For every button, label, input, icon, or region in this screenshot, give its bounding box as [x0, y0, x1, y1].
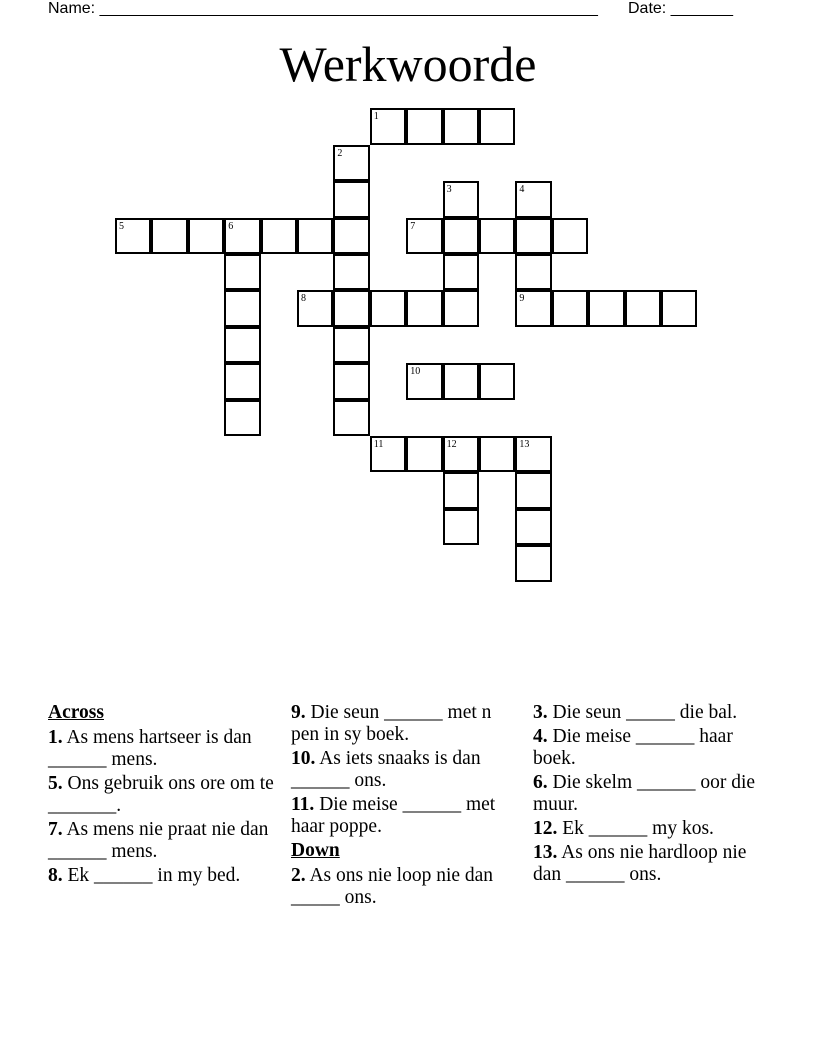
grid-cell[interactable] [443, 290, 479, 326]
grid-cell[interactable] [443, 472, 479, 508]
grid-cell[interactable] [515, 254, 551, 290]
grid-cell[interactable] [333, 218, 369, 254]
clues-column-2 [291, 702, 519, 911]
clue-number: 7 [410, 220, 416, 232]
page-title: Werkwoorde [279, 36, 537, 92]
grid-cell[interactable] [370, 436, 406, 472]
grid-cell[interactable] [515, 218, 551, 254]
grid-cell[interactable] [443, 436, 479, 472]
clue-item [533, 772, 761, 816]
grid-cell[interactable] [625, 290, 661, 326]
clue-number-label: 11. [291, 794, 315, 815]
grid-cell[interactable] [151, 218, 187, 254]
clue-number: 11 [373, 439, 384, 450]
grid-cell[interactable] [297, 218, 333, 254]
date-line[interactable]: Date: _______ [628, 0, 733, 17]
clue-text: As iets snaaks is dan ______ ons. [291, 748, 481, 791]
grid-cell[interactable] [224, 363, 260, 399]
clue-item [48, 727, 276, 771]
grid-cell[interactable] [552, 290, 588, 326]
grid-cell[interactable] [115, 218, 151, 254]
clue-item [291, 794, 519, 838]
clues-column-1 [48, 702, 276, 889]
clue-text: Die meise ______ haar boek. [533, 726, 733, 769]
clue-item [48, 819, 276, 863]
clue-number: 8 [301, 293, 306, 305]
grid-cell[interactable] [333, 327, 369, 363]
grid-cell[interactable] [443, 181, 479, 217]
clue-text: Die skelm ______ oor die muur. [533, 772, 756, 815]
clue-number-label: 13. [533, 842, 558, 863]
grid-cell[interactable] [479, 108, 515, 144]
grid-cell[interactable] [333, 254, 369, 290]
grid-cell[interactable] [443, 254, 479, 290]
clue-item [291, 702, 519, 746]
clue-number-label: 6. [533, 772, 548, 793]
clue-number-label: 8. [48, 865, 63, 886]
clue-number: 5 [119, 220, 124, 232]
clue-text: Ek ______ my kos. [562, 818, 714, 839]
grid-cell[interactable] [443, 509, 479, 545]
clue-number-label: 10. [291, 748, 316, 769]
grid-cell[interactable] [479, 436, 515, 472]
clue-number-label: 3. [533, 702, 548, 723]
clue-number: 10 [410, 366, 421, 378]
grid-cell[interactable] [224, 400, 260, 436]
clue-text: As ons nie loop nie dan _____ ons. [291, 865, 494, 908]
clue-item [533, 842, 761, 886]
clue-text: Die seun _____ die bal. [552, 702, 738, 723]
grid-cell[interactable] [188, 218, 224, 254]
clue-text: As mens hartseer is dan ______ mens. [48, 727, 252, 770]
clue-number-label: 12. [533, 818, 558, 839]
clue-number-label: 1. [48, 727, 63, 748]
grid-cell[interactable] [224, 327, 260, 363]
across-heading: Across [48, 702, 104, 723]
grid-cell[interactable] [224, 254, 260, 290]
grid-cell[interactable] [370, 290, 406, 326]
grid-cell[interactable] [224, 290, 260, 326]
grid-cell[interactable] [406, 290, 442, 326]
grid-cell[interactable] [515, 436, 551, 472]
clue-number-label: 9. [291, 702, 306, 723]
clue-number: 3 [446, 184, 452, 196]
clue-number-label: 7. [48, 819, 63, 840]
clue-number: 4 [519, 184, 525, 196]
grid-cell[interactable] [515, 545, 551, 581]
grid-cell[interactable] [406, 363, 442, 399]
clue-item [291, 865, 519, 909]
clue-number: 13 [519, 439, 530, 450]
grid-cell[interactable] [515, 290, 551, 326]
grid-cell[interactable] [443, 363, 479, 399]
clue-number-label: 4. [533, 726, 548, 747]
grid-cell[interactable] [333, 400, 369, 436]
grid-cell[interactable] [479, 218, 515, 254]
grid-cell[interactable] [406, 108, 442, 144]
clue-item [48, 773, 276, 817]
grid-cell[interactable] [406, 436, 442, 472]
grid-cell[interactable] [515, 509, 551, 545]
clue-text: Die meise ______ met haar poppe. [291, 794, 496, 837]
grid-cell[interactable] [515, 181, 551, 217]
grid-cell[interactable] [370, 108, 406, 144]
clue-number-label: 2. [291, 865, 306, 886]
grid-cell[interactable] [406, 218, 442, 254]
clue-text: Ek ______ in my bed. [67, 865, 241, 886]
grid-cell[interactable] [443, 218, 479, 254]
grid-cell[interactable] [333, 181, 369, 217]
down-heading: Down [291, 840, 340, 861]
grid-cell[interactable] [443, 108, 479, 144]
grid-cell[interactable] [588, 290, 624, 326]
clue-text: As mens nie praat nie dan ______ mens. [48, 819, 269, 862]
clue-item [533, 702, 761, 724]
clue-number: 6 [228, 220, 234, 232]
grid-cell[interactable] [261, 218, 297, 254]
grid-cell[interactable] [297, 290, 333, 326]
name-line[interactable]: Name: ________________________________________________________ [48, 0, 598, 17]
grid-cell[interactable] [224, 218, 260, 254]
clue-number: 2 [337, 147, 343, 159]
grid-cell[interactable] [333, 290, 369, 326]
grid-cell[interactable] [515, 472, 551, 508]
clue-number-label: 5. [48, 773, 63, 794]
clue-item [291, 748, 519, 792]
grid-cell[interactable] [333, 363, 369, 399]
clue-text: Die seun ______ met n pen in sy boek. [291, 702, 492, 745]
grid-cell[interactable] [479, 363, 515, 399]
clue-item [533, 726, 761, 770]
grid-cell[interactable] [552, 218, 588, 254]
clue-item [533, 818, 761, 840]
clue-item [48, 865, 276, 887]
clue-text: As ons nie hardloop nie dan ______ ons. [533, 842, 747, 885]
clues-column-3 [533, 702, 761, 888]
clue-number: 9 [519, 293, 525, 305]
clue-number: 1 [373, 111, 379, 123]
clue-number: 12 [446, 439, 457, 450]
clue-text: Ons gebruik ons ore om te _______. [48, 773, 274, 816]
grid-cell[interactable] [333, 145, 369, 181]
grid-cell[interactable] [661, 290, 697, 326]
